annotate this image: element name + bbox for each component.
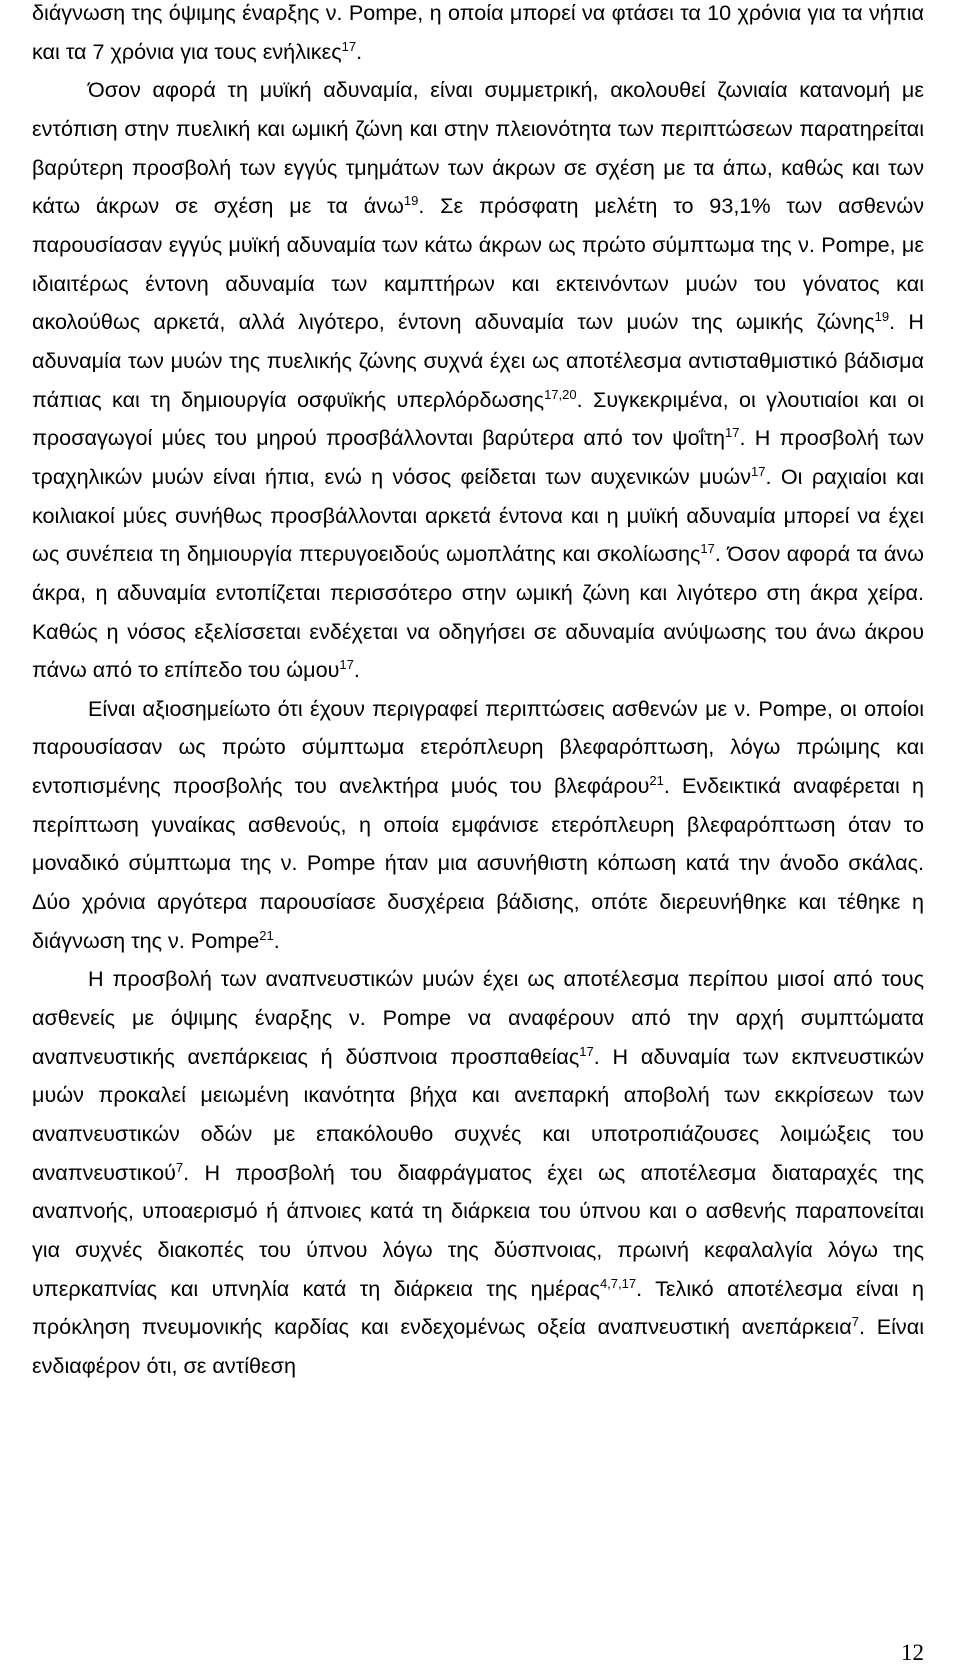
citation-superscript: 21: [259, 927, 274, 943]
citation-superscript: 21: [649, 772, 664, 788]
text-segment: [32, 773, 924, 953]
citation-superscript: 17: [725, 425, 740, 441]
segment-text: . Η προσβολή του διαφράγματος έχει ως αποτέλεσμα διαταραχές της αναπνοής, υποαερισμό ή άπνοιες κατά τη διάρκεια του ύπνου και ο ασθενής παραπονείται για συχνές διακοπές του ύπνου λόγω της δύσπνοιας, πρωινή κεφαλαλγία λόγω της υπερκαπνίας και υπνηλία κατά τη διάρκεια της ημέρας: [32, 1159, 924, 1301]
segment-text: . Είναι ενδιαφέρον ότι, σε αντίθεση: [32, 1314, 924, 1378]
citation-superscript: 17: [341, 38, 357, 54]
segment-text: . Η προσβολή των τραχηλικών μυών είναι ήπια, ενώ η νόσος φείδεται των αυχενικών μυών: [32, 425, 924, 489]
citation-superscript: 19: [403, 193, 419, 209]
segment-text: . Τελικό αποτέλεσμα είναι η πρόκληση πνευμονικής καρδίας και ενδεχομένως οξεία αναπνευστική ανεπάρκεια: [32, 1275, 924, 1340]
segment-text: . Συγκεκριμένα, οι γλουτιαίοι και οι προσαγωγοί μύες του μηρού προσβάλλονται βαρύτερα από τον ψοΐτη: [32, 386, 925, 451]
body-text: [32, 0, 924, 1386]
segment-text: . Η αδυναμία των εκπνευστικών μυών προκαλεί μειωμένη ικανότητα βήχα και ανεπαρκή αποβολή των εκκρίσεων των αναπνευστικών οδών με επακόλουθο συχνές και υποτροπιάζουσες λοιμώξεις του αναπνευστικού: [32, 1043, 924, 1185]
text-segment: [356, 39, 362, 64]
segment-text: Όσον αφορά τη μυϊκή αδυναμία, είναι συμμετρική, ακολουθεί ζωνιαία κατανομή με εντόπιση στην πυελική και ωμική ζώνη και στην πλειονότητα των περιπτώσεων παρατηρείται βαρύτερη προσβολή των εγγύς τμημάτων των άκρων σε σχέση με τα άπω, καθώς και των κάτω άκρων σε σχέση με τα άνω: [32, 77, 924, 219]
segment-text: . Σε πρόσφατη μελέτη το 93,1% των ασθενών παρουσίασαν εγγύς μυϊκή αδυναμία των κάτω άκρων ως πρώτο σύμπτωμα της ν. Pompe, με ιδιαιτέρως έντονη αδυναμία των καμπτήρων και εκτεινόντων μυών του γόνατος και ακολούθως αρκετά, αλλά λιγότερο, έντονη αδυναμία των μυών της ωμικής ζώνης: [32, 193, 924, 335]
citation-superscript: 17: [700, 541, 715, 556]
citation-superscript: 17: [579, 1043, 594, 1059]
citation-superscript: 19: [874, 309, 890, 325]
segment-text: διάγνωση της όψιμης έναρξης ν. Pompe, η οποία μπορεί να φτάσει τα 10 χρόνια για τα νήπια και τα 7 χρόνια για τους ενήλικες: [32, 0, 924, 64]
citation-superscript: 7: [175, 1159, 184, 1175]
text-segment: [354, 657, 360, 682]
segment-text: . Όσον αφορά τα άνω άκρα, η αδυναμία εντοπίζεται περισσότερο στην ωμική ζώνη και λιγότερο στη άκρα χείρα. Καθώς η νόσος εξελίσσεται ενδέχεται να οδηγήσει σε αδυναμία ανύψωσης του άνω άκρου πάνω από το επίπεδο του ώμου: [32, 541, 925, 683]
citation-superscript: 17: [751, 463, 766, 479]
segment-text: . Η αδυναμία των μυών της πυελικής ζώνης συχνά έχει ως αποτέλεσμα αντισταθμιστικό βάδισμα πάπιας και τη δημιουργία οσφυϊκής υπερλόρδωσης: [32, 309, 925, 412]
paragraph: [32, 960, 924, 1385]
paragraph: [32, 0, 924, 71]
page-number: 12: [901, 1640, 924, 1665]
citation-superscript: 4,7,17: [599, 1275, 637, 1291]
segment-text: .: [273, 927, 280, 953]
segment-text: . Οι ραχιαίοι και κοιλιακοί μύες συνήθως προσβάλλονται αρκετά έντονα και η μυϊκή αδυναμία μπορεί να έχει ως συνέπεια τη δημιουργία πτερυγοειδούς ωμοπλάτης και σκολίωσης: [32, 463, 924, 567]
paragraph: [32, 690, 924, 961]
citation-superscript: 17: [339, 656, 354, 672]
citation-superscript: 7: [851, 1314, 859, 1330]
citation-superscript: 17,20: [544, 386, 577, 402]
segment-text: .: [353, 657, 360, 683]
paragraph: [32, 71, 924, 690]
segment-text: . Ενδεικτικά αναφέρεται η περίπτωση γυναίκας ασθενούς, η οποία εμφάνισε ετερόπλευρη βλεφαρόπτωση όταν το μοναδικό σύμπτωμα της ν. Pompe ήταν μια ασυνήθιστη κόπωση κατά την άνοδο σκάλας. Δύο χρόνια αργότερα παρουσίασε δυσχέρεια βάδισης, οπότε διερευνήθηκε και τέθηκε η διάγνωση της ν. Pompe: [32, 773, 924, 953]
segment-text: .: [356, 38, 363, 64]
segment-text: Είναι αξιοσημείωτο ότι έχουν περιγραφεί περιπτώσεις ασθενών με ν. Pompe, οι οποίοι παρουσίασαν ως πρώτο σύμπτωμα ετερόπλευρη βλεφαρόπτωση, λόγω πρώιμης και εντοπισμένης προσβολής του ανελκτήρα μυός του βλεφάρου: [32, 695, 924, 799]
segment-text: Η προσβολή των αναπνευστικών μυών έχει ως αποτέλεσμα περίπου μισοί από τους ασθενείς με όψιμης έναρξης ν. Pompe να αναφέρουν από την αρχή συμπτώματα αναπνευστικής ανεπάρκειας ή δύσπνοια προσπαθείας: [32, 966, 924, 1069]
text-segment: [274, 928, 280, 953]
text-segment: [32, 0, 924, 64]
